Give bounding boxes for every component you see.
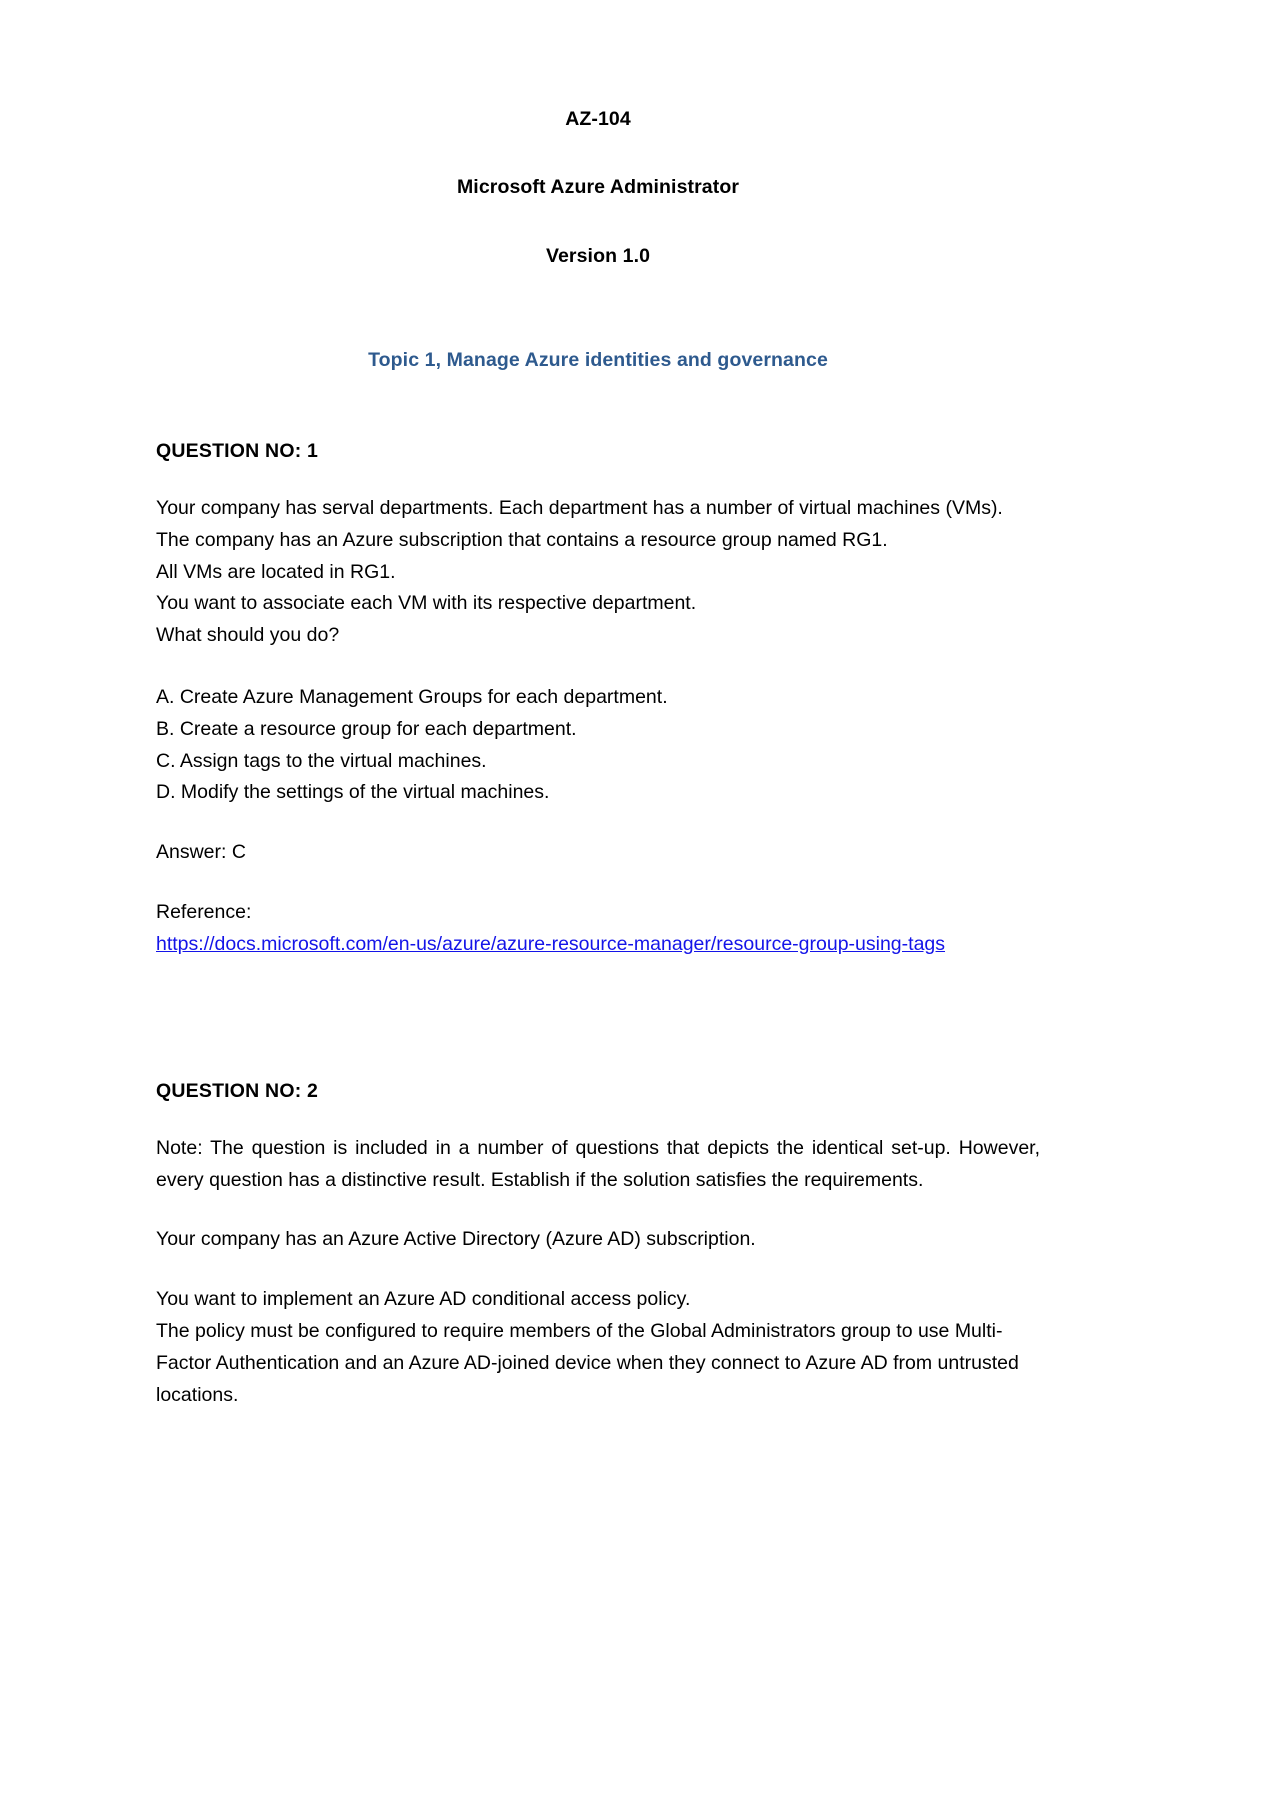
option-a[interactable]: A. Create Azure Management Groups for each department. bbox=[156, 685, 668, 708]
question-1-heading: QUESTION NO: 1 bbox=[156, 439, 319, 462]
question-2-context-paragraph: Your company has an Azure Active Directory (Azure AD) subscription. bbox=[156, 1228, 756, 1251]
question-1-line: The company has an Azure subscription that contains a resource group named RG1. bbox=[156, 528, 888, 551]
question-1-answer: Answer: C bbox=[156, 841, 246, 864]
question-1-line: Your company has serval departments. Each department has a number of virtual machines (VMs). bbox=[156, 496, 1003, 519]
question-2-line: You want to implement an Azure AD conditional access policy. bbox=[156, 1288, 691, 1311]
exam-name-title: Microsoft Azure Administrator bbox=[456, 176, 740, 199]
option-b[interactable]: B. Create a resource group for each department. bbox=[156, 717, 577, 740]
reference-url-link[interactable]: https://docs.microsoft.com/en-us/azure/azure-resource-manager/resource-group-using-tags bbox=[156, 932, 946, 955]
topic-heading: Topic 1, Manage Azure identities and governance bbox=[368, 349, 828, 372]
question-1-line: You want to associate each VM with its respective department. bbox=[156, 592, 697, 615]
document-version: Version 1.0 bbox=[545, 244, 651, 267]
question-2-line: The policy must be configured to require members of the Global Administrators group to use Multi-Factor Authentication and an Azure AD-joined device when they connect to Azure AD from untrusted locations. bbox=[156, 1320, 1019, 1406]
question-1-reference-link bbox=[156, 929, 1040, 961]
option-c[interactable]: C. Assign tags to the virtual machines. bbox=[156, 749, 487, 772]
exam-code-title: AZ-104 bbox=[565, 108, 631, 130]
option-d[interactable]: D. Modify the settings of the virtual machines. bbox=[156, 781, 550, 804]
question-1-line: What should you do? bbox=[156, 624, 340, 647]
question-2-requirements bbox=[156, 1284, 1040, 1411]
question-2-heading: QUESTION NO: 2 bbox=[156, 1079, 319, 1102]
question-1-options bbox=[156, 682, 1040, 809]
question-2-note-paragraph: Note: The question is included in a number of questions that depicts the identical set-up. However, every question has a distinctive result. Establish if the solution satisfies the requirements. bbox=[156, 1136, 1040, 1191]
question-1-line: All VMs are located in RG1. bbox=[156, 560, 396, 583]
question-1-reference-label: Reference: bbox=[156, 900, 252, 923]
page-content bbox=[156, 0, 1040, 1411]
question-1-body bbox=[156, 493, 1040, 652]
